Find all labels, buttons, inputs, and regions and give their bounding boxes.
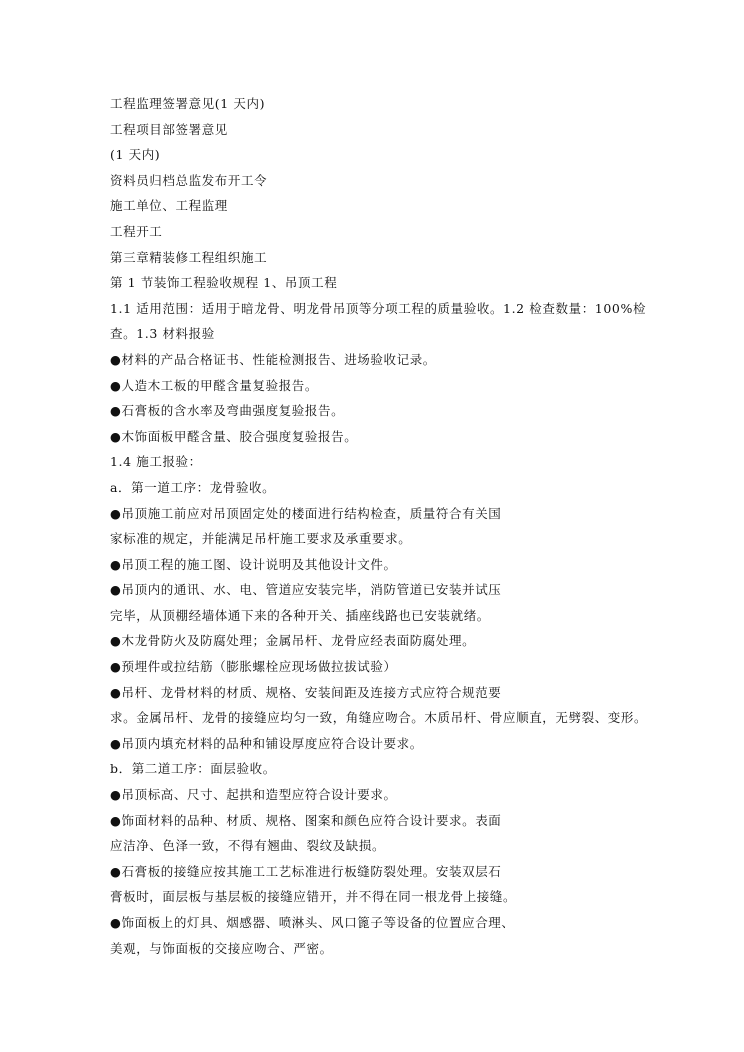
text-line: 家标准的规定，并能满足吊杆施工要求及承重要求。 [110, 531, 412, 547]
text-line: 工程开工 [110, 223, 163, 239]
subsection-heading: 1.4 施工报验： [110, 454, 202, 470]
text-line: 膏板时，面层板与基层板的接缝应错开，并不得在同一根龙骨上接缝。 [110, 889, 517, 905]
text-line: 施工单位、工程监理 [110, 198, 228, 214]
bullet-item: ●石膏板的含水率及弯曲强度复验报告。 [110, 403, 345, 419]
text-line: 资料员归档总监发布开工令 [110, 172, 268, 188]
text-line: 求。金属吊杆、龙骨的接缝应均匀一致，角缝应吻合。木质吊杆、骨应顺直，无劈裂、变形。 [110, 710, 648, 726]
bullet-item: ●饰面材料的品种、材质、规格、图案和颜色应符合设计要求。表面 [110, 812, 502, 828]
bullet-item: ●木饰面板甲醛含量、胶合强度复验报告。 [110, 428, 358, 444]
text-line: 完毕，从顶棚经墙体通下来的各种开关、插座线路也已安装就绪。 [110, 607, 490, 623]
document-body [110, 91, 650, 961]
text-line: 1.1 适用范围：适用于暗龙骨、明龙骨吊顶等分项工程的质量验收。1.2 检查数量：100%检 [110, 300, 647, 316]
text-line: (1 天内) [110, 147, 161, 163]
text-line: 工程项目部签署意见 [110, 121, 228, 137]
bullet-item: ●木龙骨防火及防腐处理；金属吊杆、龙骨应经表面防腐处理。 [110, 633, 476, 649]
chapter-heading: 第三章精装修工程组织施工 [110, 249, 268, 265]
step-heading: b．第二道工序：面层验收。 [110, 761, 276, 777]
bullet-item: ●吊顶内的通讯、水、电、管道应安装完毕，消防管道已安装并试压 [110, 582, 502, 598]
bullet-item: ●饰面板上的灯具、烟感器、喷淋头、风口篦子等设备的位置应合理、 [110, 915, 515, 930]
text-line: 美观，与饰面板的交接应吻合、严密。 [110, 940, 333, 956]
text-line: 工程监理签署意见(1 天内) [110, 96, 266, 111]
bullet-item: ●吊顶标高、尺寸、起拱和造型应符合设计要求。 [110, 787, 397, 803]
text-line: 应洁净、色泽一致，不得有翘曲、裂纹及缺损。 [110, 838, 386, 854]
bullet-item: ●材料的产品合格证书、性能检测报告、进场验收记录。 [110, 351, 436, 367]
section-heading: 第 1 节装饰工程验收规程 1、吊顶工程 [110, 275, 338, 291]
bullet-item: ●石膏板的接缝应按其施工工艺标准进行板缝防裂处理。安装双层石 [110, 863, 502, 879]
bullet-item: ●吊杆、龙骨材料的材质、规格、安装间距及连接方式应符合规范要 [110, 684, 502, 700]
bullet-item: ●吊顶内填充材料的品种和铺设厚度应符合设计要求。 [110, 735, 423, 751]
bullet-item: ●预埋件或拉结筋（膨胀螺栓应现场做拉拔试验） [110, 659, 397, 675]
bullet-item: ●吊顶施工前应对吊顶固定处的楼面进行结构检查，质量符合有关国 [110, 505, 502, 521]
bullet-item: ●人造木工板的甲醛含量复验报告。 [110, 377, 319, 393]
step-heading: a．第一道工序：龙骨验收。 [110, 479, 276, 495]
text-line: 查。1.3 材料报验 [110, 326, 215, 342]
bullet-item: ●吊顶工程的施工图、设计说明及其他设计文件。 [110, 556, 397, 572]
